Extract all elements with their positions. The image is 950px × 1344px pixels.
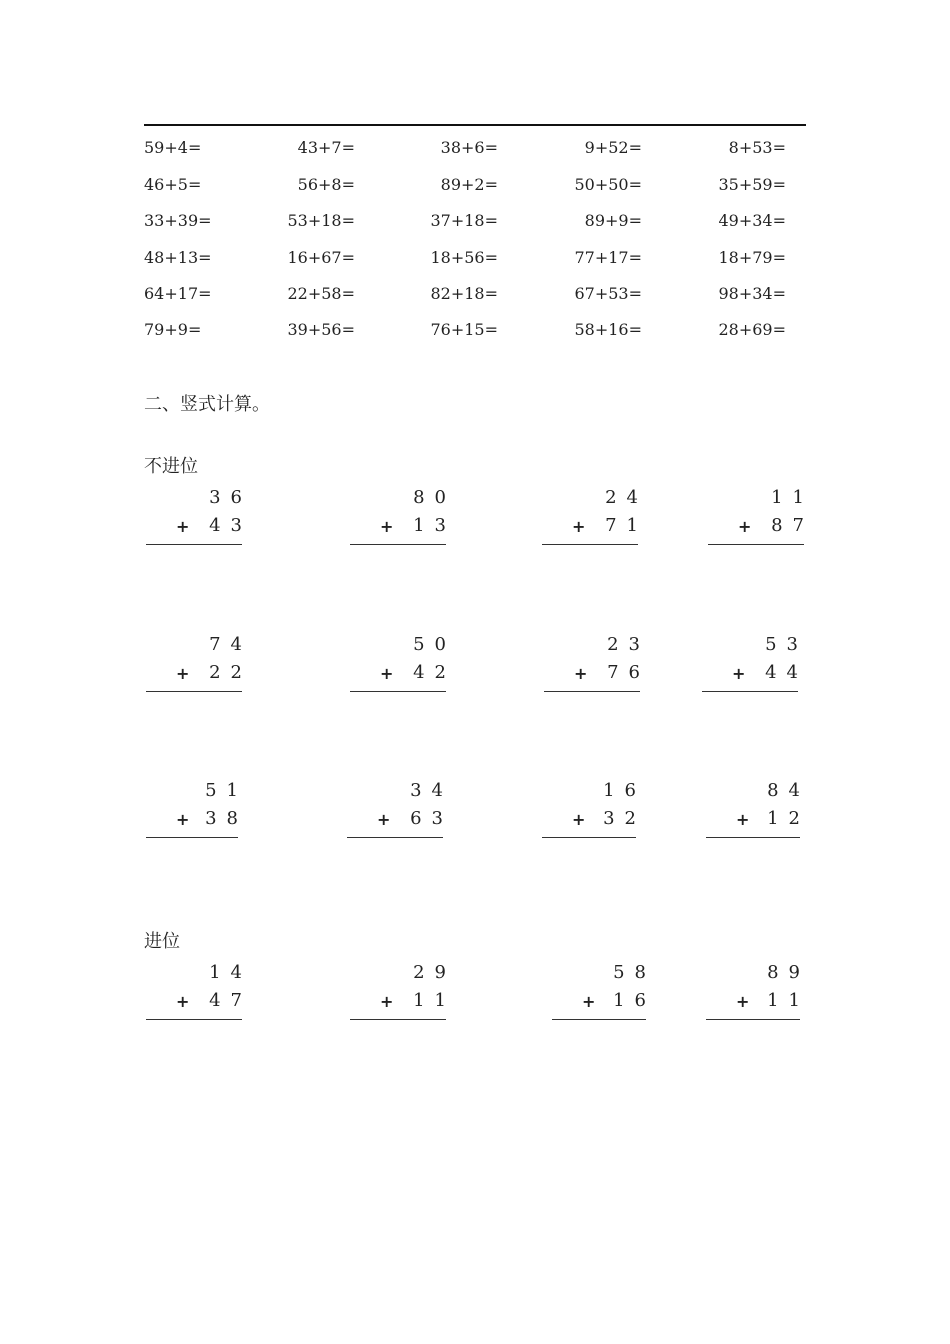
equation: 46+5= <box>144 175 202 194</box>
addend-bottom: 44 <box>765 662 808 683</box>
equation: 49+34= <box>718 211 786 230</box>
equation: 76+15= <box>430 320 498 339</box>
answer-rule <box>350 1019 446 1020</box>
addend-bottom: 42 <box>413 662 456 683</box>
equation: 67+53= <box>574 284 642 303</box>
equation: 64+17= <box>144 284 212 303</box>
equation: 48+13= <box>144 248 212 267</box>
vertical-problem <box>706 780 810 840</box>
plus-sign: + <box>176 664 190 683</box>
equation: 82+18= <box>430 284 498 303</box>
addend-bottom: 16 <box>613 990 656 1011</box>
addend-bottom: 47 <box>209 990 252 1011</box>
answer-rule <box>347 837 443 838</box>
addend-top: 16 <box>603 780 646 801</box>
answer-rule <box>544 691 640 692</box>
addend-bottom: 13 <box>413 515 456 536</box>
plus-sign: + <box>582 992 596 1011</box>
vertical-problem <box>542 487 648 547</box>
addend-top: 24 <box>605 487 648 508</box>
vertical-problem <box>350 962 456 1022</box>
addend-bottom: 71 <box>605 515 648 536</box>
equation: 79+9= <box>144 320 202 339</box>
vertical-problem <box>146 487 252 547</box>
equation-row-1 <box>144 138 806 162</box>
vertical-problem <box>146 962 252 1022</box>
vertical-problem <box>542 780 646 840</box>
equation: 43+7= <box>297 138 355 157</box>
answer-rule <box>542 837 636 838</box>
answer-rule <box>350 544 446 545</box>
addend-top: 51 <box>205 780 248 801</box>
addend-top: 34 <box>410 780 453 801</box>
plus-sign: + <box>574 664 588 683</box>
answer-rule <box>708 544 804 545</box>
addend-top: 36 <box>209 487 252 508</box>
vertical-problem <box>708 487 814 547</box>
answer-rule <box>146 691 242 692</box>
addend-top: 80 <box>413 487 456 508</box>
vertical-problem <box>350 634 456 694</box>
equation: 18+56= <box>430 248 498 267</box>
addend-top: 58 <box>613 962 656 983</box>
addend-top: 11 <box>771 487 814 508</box>
plus-sign: + <box>380 664 394 683</box>
equation: 59+4= <box>144 138 202 157</box>
answer-rule <box>350 691 446 692</box>
answer-rule <box>702 691 798 692</box>
equation-row-4 <box>144 248 806 272</box>
addend-bottom: 11 <box>413 990 456 1011</box>
addend-bottom: 43 <box>209 515 252 536</box>
vertical-problem <box>350 487 456 547</box>
equation: 58+16= <box>574 320 642 339</box>
equation-row-6 <box>144 320 806 344</box>
equation: 38+6= <box>440 138 498 157</box>
vertical-problem <box>544 634 650 694</box>
addend-top: 23 <box>607 634 650 655</box>
equation: 33+39= <box>144 211 212 230</box>
plus-sign: + <box>572 810 586 829</box>
plus-sign: + <box>176 992 190 1011</box>
equation: 18+79= <box>718 248 786 267</box>
addend-bottom: 87 <box>771 515 814 536</box>
subsection-label-no-carry: 不进位 <box>144 456 198 477</box>
equation: 89+2= <box>440 175 498 194</box>
plus-sign: + <box>736 992 750 1011</box>
answer-rule <box>146 544 242 545</box>
equation: 35+59= <box>718 175 786 194</box>
plus-sign: + <box>738 517 752 536</box>
addend-top: 29 <box>413 962 456 983</box>
addend-bottom: 22 <box>209 662 252 683</box>
addend-top: 14 <box>209 962 252 983</box>
equation: 22+58= <box>287 284 355 303</box>
vertical-problem <box>702 634 808 694</box>
top-divider-rule <box>144 124 806 126</box>
answer-rule <box>542 544 638 545</box>
answer-rule <box>146 1019 242 1020</box>
equation: 37+18= <box>430 211 498 230</box>
equation: 8+53= <box>728 138 786 157</box>
addend-bottom: 38 <box>205 808 248 829</box>
equation: 98+34= <box>718 284 786 303</box>
plus-sign: + <box>380 992 394 1011</box>
vertical-problem <box>552 962 656 1022</box>
equation: 9+52= <box>584 138 642 157</box>
section-title-vertical-calc: 二、竖式计算。 <box>144 394 270 415</box>
equation: 77+17= <box>574 248 642 267</box>
equation-row-2 <box>144 175 806 199</box>
equation: 50+50= <box>574 175 642 194</box>
addend-top: 50 <box>413 634 456 655</box>
plus-sign: + <box>380 517 394 536</box>
answer-rule <box>706 837 800 838</box>
equation: 56+8= <box>297 175 355 194</box>
vertical-problem <box>146 780 248 840</box>
addend-top: 74 <box>209 634 252 655</box>
equation: 28+69= <box>718 320 786 339</box>
equation: 89+9= <box>584 211 642 230</box>
addend-bottom: 76 <box>607 662 650 683</box>
plus-sign: + <box>176 810 190 829</box>
plus-sign: + <box>377 810 391 829</box>
vertical-problem <box>347 780 453 840</box>
plus-sign: + <box>736 810 750 829</box>
plus-sign: + <box>732 664 746 683</box>
addend-bottom: 11 <box>767 990 810 1011</box>
equation-row-3 <box>144 211 806 235</box>
answer-rule <box>552 1019 646 1020</box>
answer-rule <box>146 837 238 838</box>
equation: 16+67= <box>287 248 355 267</box>
addend-bottom: 32 <box>603 808 646 829</box>
addend-top: 84 <box>767 780 810 801</box>
plus-sign: + <box>176 517 190 536</box>
equation-row-5 <box>144 284 806 308</box>
plus-sign: + <box>572 517 586 536</box>
subsection-label-carry: 进位 <box>144 931 180 952</box>
addend-top: 89 <box>767 962 810 983</box>
addend-bottom: 12 <box>767 808 810 829</box>
answer-rule <box>706 1019 800 1020</box>
equation: 53+18= <box>287 211 355 230</box>
vertical-problem <box>146 634 252 694</box>
addend-top: 53 <box>765 634 808 655</box>
vertical-problem <box>706 962 810 1022</box>
addend-bottom: 63 <box>410 808 453 829</box>
equation: 39+56= <box>287 320 355 339</box>
